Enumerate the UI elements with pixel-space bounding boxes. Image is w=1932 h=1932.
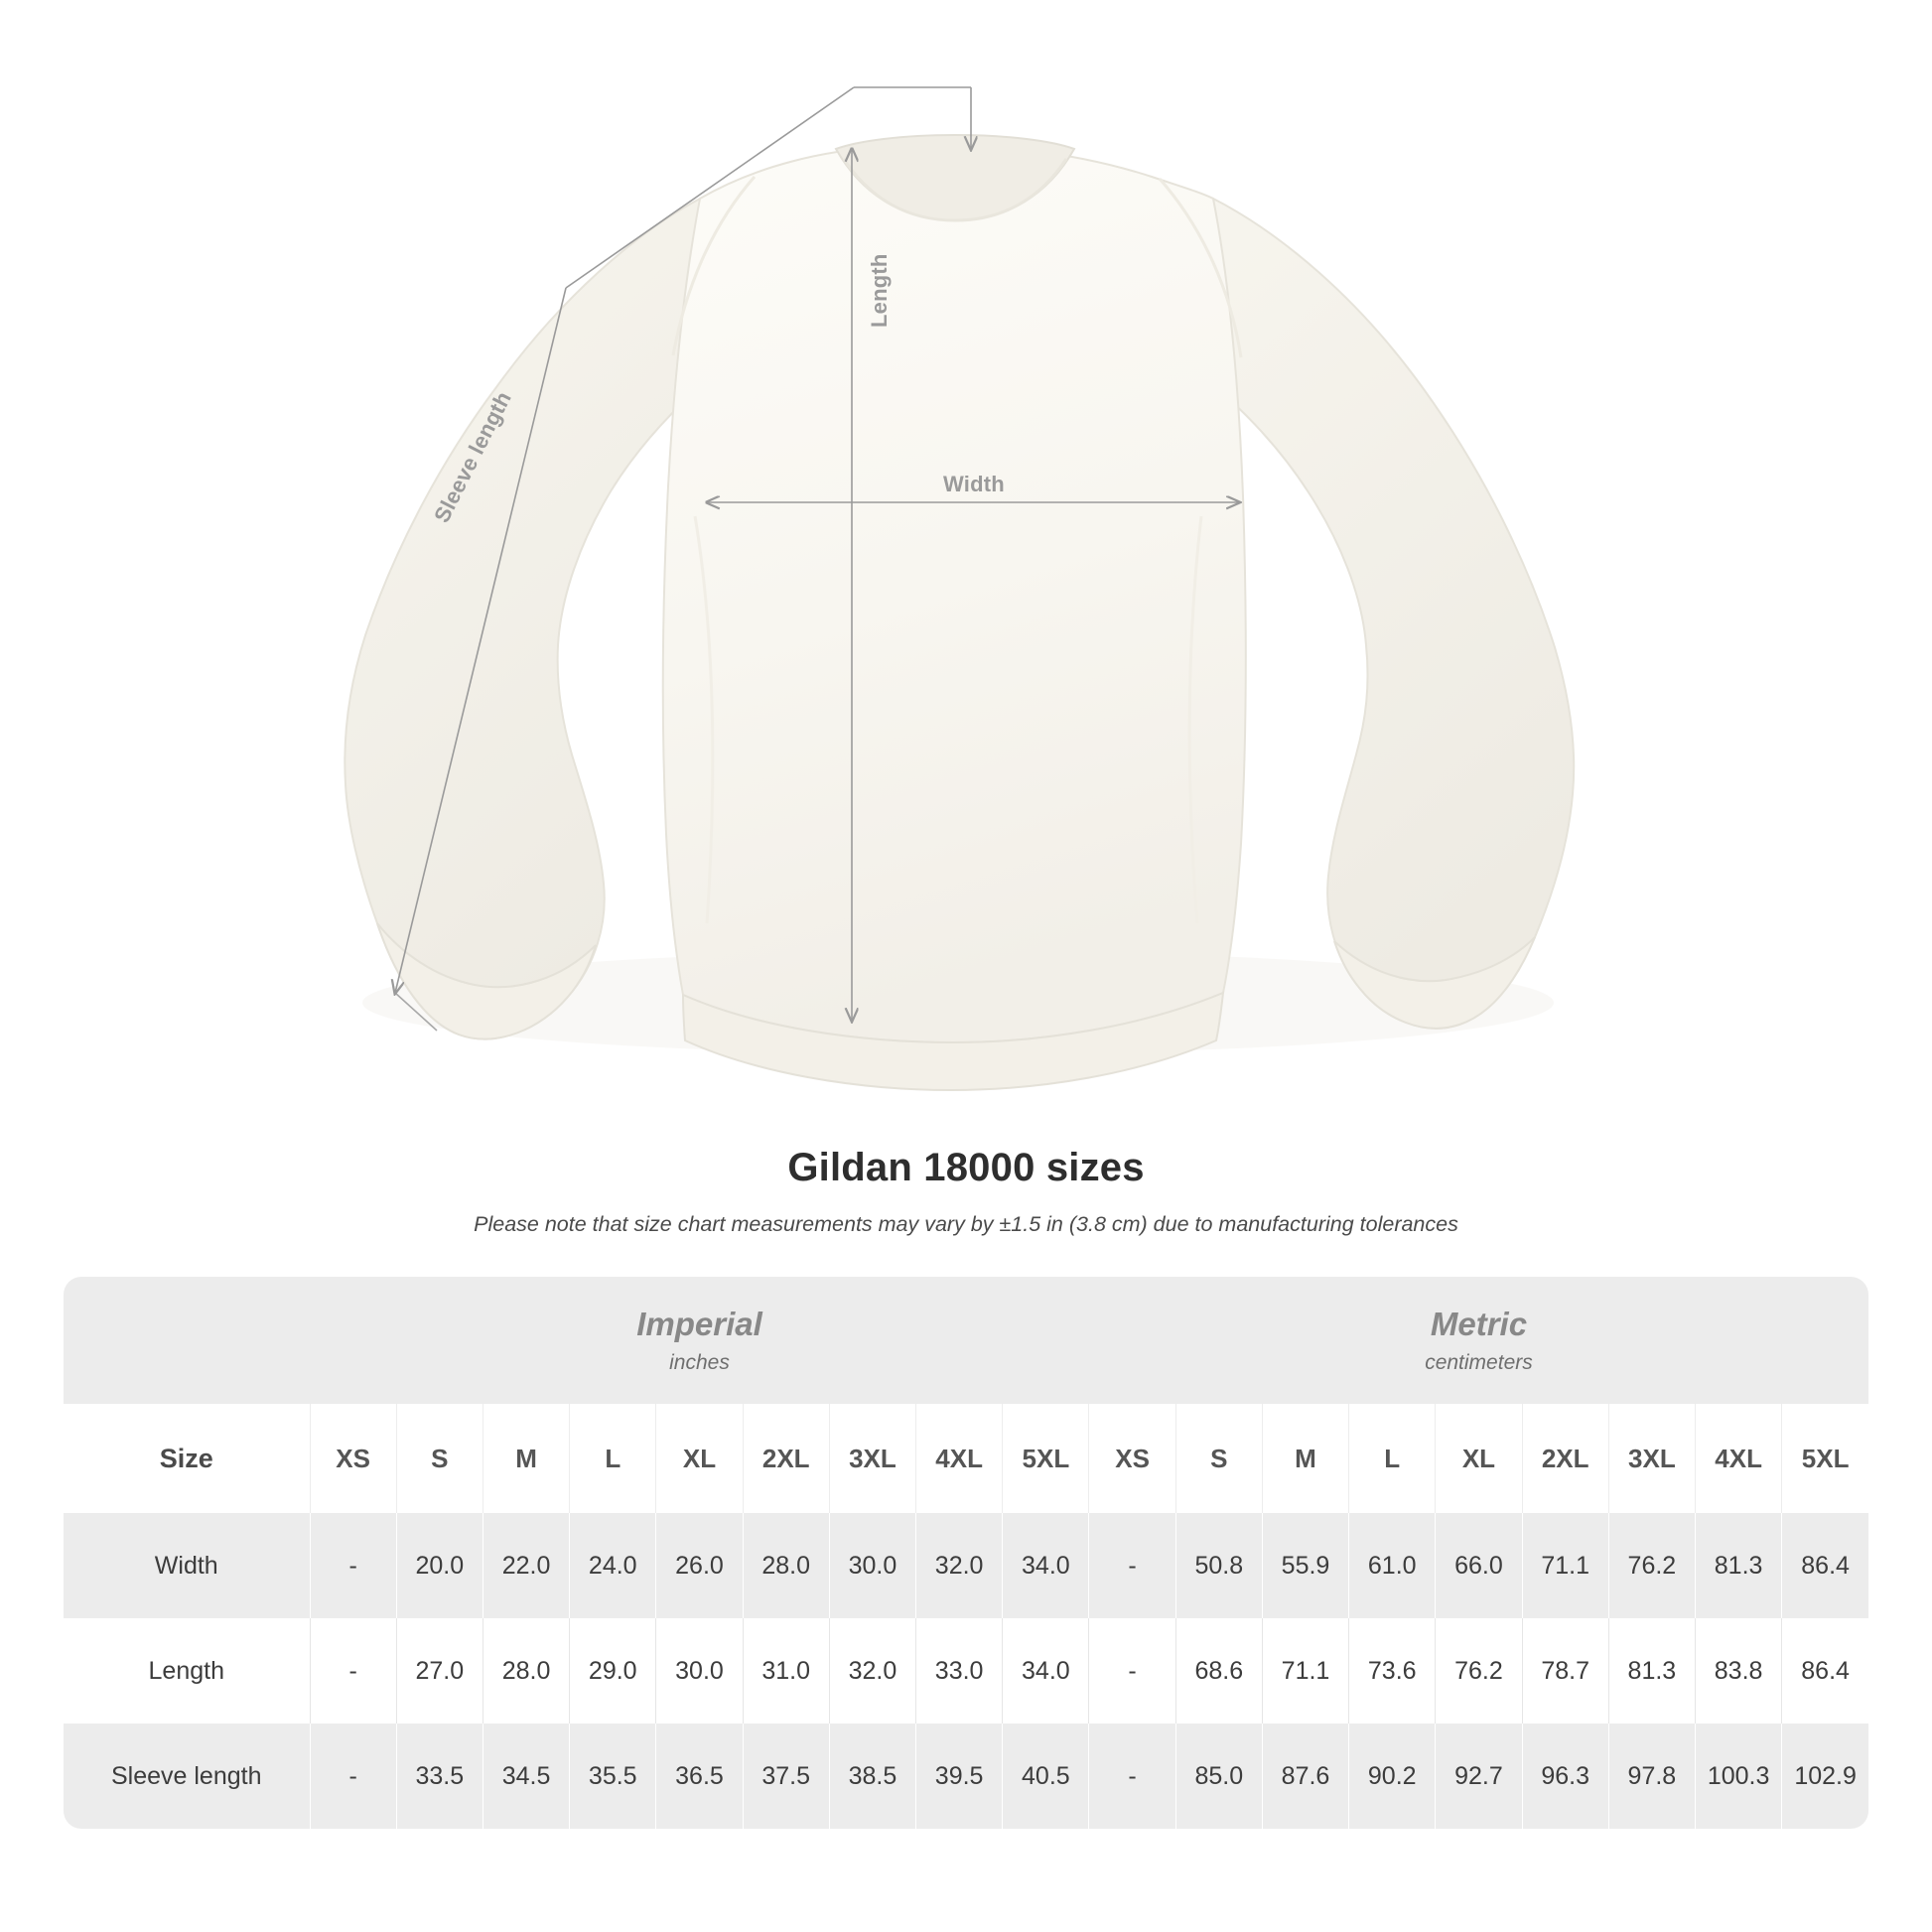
table-cell: 71.1 [1262, 1618, 1348, 1724]
table-cell: - [1089, 1724, 1175, 1829]
table-cell: 35.5 [570, 1724, 656, 1829]
table-cell: 81.3 [1696, 1513, 1782, 1618]
table-cell: 36.5 [656, 1724, 743, 1829]
table-cell: 50.8 [1175, 1513, 1262, 1618]
size-header-cell: 4XL [1696, 1404, 1782, 1513]
table-cell: 32.0 [829, 1618, 915, 1724]
sleeve-length-label: Sleeve length [429, 387, 516, 527]
table-cell: 61.0 [1349, 1513, 1436, 1618]
table-cell: 30.0 [829, 1513, 915, 1618]
size-header-cell: 2XL [743, 1404, 829, 1513]
size-header-cell: 3XL [829, 1404, 915, 1513]
size-header-cell: XS [1089, 1404, 1175, 1513]
sweatshirt-body [345, 135, 1574, 1090]
table-cell: - [1089, 1618, 1175, 1724]
table-cell: 85.0 [1175, 1724, 1262, 1829]
title-block [0, 1146, 1932, 1237]
size-header-cell: S [396, 1404, 483, 1513]
size-header-cell: 5XL [1003, 1404, 1089, 1513]
table-cell: 37.5 [743, 1724, 829, 1829]
table-cell: 32.0 [916, 1513, 1003, 1618]
table-cell: 100.3 [1696, 1724, 1782, 1829]
width-label: Width [943, 472, 1005, 496]
size-header-cell: M [1262, 1404, 1348, 1513]
size-header-cell: 5XL [1782, 1404, 1868, 1513]
table-cell: 34.0 [1003, 1513, 1089, 1618]
chart-note: Please note that size chart measurements may vary by ±1.5 in (3.8 cm) due to manufacturing tolerances [474, 1212, 1458, 1236]
length-label: Length [867, 253, 892, 328]
size-table [64, 1277, 1868, 1829]
table-cell: 26.0 [656, 1513, 743, 1618]
table-cell: 30.0 [656, 1618, 743, 1724]
table-row [64, 1724, 1868, 1829]
table-cell: 66.0 [1436, 1513, 1522, 1618]
table-cell: - [310, 1513, 396, 1618]
table-cell: 68.6 [1175, 1618, 1262, 1724]
chart-title: Gildan 18000 sizes [787, 1146, 1145, 1189]
table-cell: 28.0 [743, 1513, 829, 1618]
table-cell: 38.5 [829, 1724, 915, 1829]
row-header-length: Length [64, 1618, 310, 1724]
table-cell: 73.6 [1349, 1618, 1436, 1724]
unit-sub-imperial: inches [669, 1350, 730, 1374]
table-cell: 92.7 [1436, 1724, 1522, 1829]
table-cell: 34.5 [483, 1724, 569, 1829]
size-header-cell: XS [310, 1404, 396, 1513]
table-cell: 24.0 [570, 1513, 656, 1618]
table-cell: 76.2 [1436, 1618, 1522, 1724]
row-header-width: Width [64, 1513, 310, 1618]
table-cell: 86.4 [1782, 1513, 1868, 1618]
size-header-cell: XL [656, 1404, 743, 1513]
table-cell: 90.2 [1349, 1724, 1436, 1829]
row-header-size: Size [64, 1404, 310, 1513]
table-cell: 40.5 [1003, 1724, 1089, 1829]
table-cell: 31.0 [743, 1618, 829, 1724]
row-header-sleeve-length: Sleeve length [64, 1724, 310, 1829]
table-cell: 81.3 [1608, 1618, 1695, 1724]
size-table-container [64, 1277, 1868, 1829]
table-cell: - [310, 1724, 396, 1829]
table-cell: 33.5 [396, 1724, 483, 1829]
size-header-cell: 4XL [916, 1404, 1003, 1513]
unit-header-row [64, 1277, 1868, 1404]
size-header-cell: L [1349, 1404, 1436, 1513]
unit-group-imperial [310, 1277, 1089, 1404]
unit-group-metric [1089, 1277, 1868, 1404]
size-header-cell: 3XL [1608, 1404, 1695, 1513]
table-cell: 83.8 [1696, 1618, 1782, 1724]
table-cell: - [1089, 1513, 1175, 1618]
unit-name-metric: Metric [1430, 1306, 1528, 1343]
table-row [64, 1513, 1868, 1618]
table-cell: 86.4 [1782, 1618, 1868, 1724]
unit-corner-cell [64, 1277, 310, 1404]
table-cell: 34.0 [1003, 1618, 1089, 1724]
size-header-cell: 2XL [1522, 1404, 1608, 1513]
table-cell: 27.0 [396, 1618, 483, 1724]
table-cell: 28.0 [483, 1618, 569, 1724]
table-cell: 20.0 [396, 1513, 483, 1618]
table-row [64, 1618, 1868, 1724]
table-cell: 39.5 [916, 1724, 1003, 1829]
table-cell: 55.9 [1262, 1513, 1348, 1618]
unit-sub-metric: centimeters [1425, 1350, 1533, 1374]
table-cell: 76.2 [1608, 1513, 1695, 1618]
table-cell: 71.1 [1522, 1513, 1608, 1618]
size-header-cell: L [570, 1404, 656, 1513]
table-cell: 33.0 [916, 1618, 1003, 1724]
size-header-cell: M [483, 1404, 569, 1513]
size-table-body [64, 1277, 1868, 1829]
size-header-row [64, 1404, 1868, 1513]
table-cell: 97.8 [1608, 1724, 1695, 1829]
table-cell: 29.0 [570, 1618, 656, 1724]
table-cell: - [310, 1618, 396, 1724]
table-cell: 78.7 [1522, 1618, 1608, 1724]
size-header-cell: S [1175, 1404, 1262, 1513]
table-cell: 102.9 [1782, 1724, 1868, 1829]
size-header-cell: XL [1436, 1404, 1522, 1513]
table-cell: 87.6 [1262, 1724, 1348, 1829]
unit-name-imperial: Imperial [636, 1306, 762, 1343]
table-cell: 96.3 [1522, 1724, 1608, 1829]
table-cell: 22.0 [483, 1513, 569, 1618]
